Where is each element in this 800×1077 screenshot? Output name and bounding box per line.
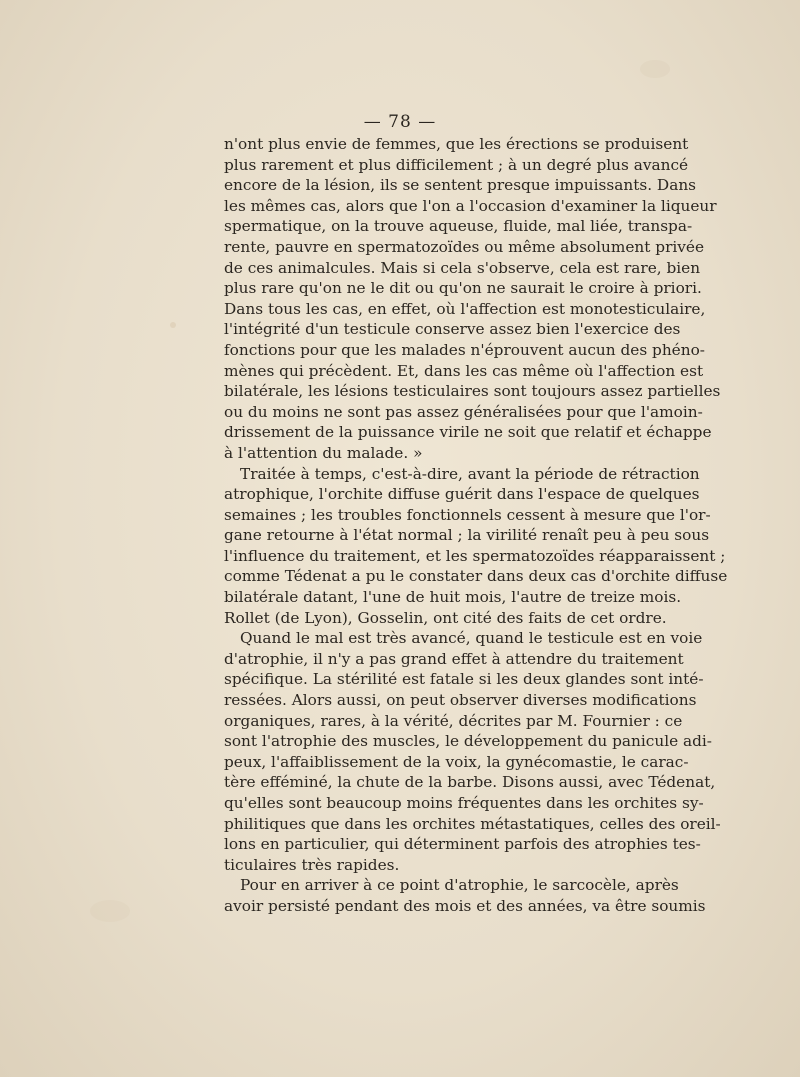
text-line: atrophique, l'orchite diffuse guérit dans l'espace de quelques bbox=[224, 485, 700, 504]
text-line: lons en particulier, qui déterminent parfois des atrophies tes- bbox=[224, 835, 701, 854]
text-line: qu'elles sont beaucoup moins fréquentes dans les orchites sy- bbox=[224, 794, 704, 812]
text-line: drissement de la puissance virile ne soit que relatif et échappe bbox=[224, 423, 712, 442]
text-line: les mêmes cas, alors que l'on a l'occasion d'examiner la liqueur bbox=[224, 196, 717, 215]
text-line: à l'attention du malade. » bbox=[224, 443, 423, 462]
paragraph-start-line: Traitée à temps, c'est-à-dire, avant la période de rétraction bbox=[240, 464, 700, 483]
text-line: ou du moins ne sont pas assez généralisées pour que l'amoin- bbox=[224, 402, 703, 421]
text-line: tère efféminé, la chute de la barbe. Disons aussi, avec Tédenat, bbox=[224, 773, 716, 792]
paper-stain bbox=[640, 60, 670, 78]
text-line: plus rare qu'on ne le dit ou qu'on ne saurait le croire à priori. bbox=[224, 279, 702, 298]
text-line: Rollet (de Lyon), Gosselin, ont cité des faits de cet ordre. bbox=[224, 608, 667, 627]
text-line: mènes qui précèdent. Et, dans les cas même où l'affection est bbox=[224, 361, 704, 380]
text-line: n'ont plus envie de femmes, que les érections se produisent bbox=[224, 135, 689, 153]
paper-stain bbox=[90, 900, 130, 922]
page-number: — 78 — bbox=[363, 112, 437, 132]
paragraph-start-line: Quand le mal est très avancé, quand le testicule est en voie bbox=[240, 629, 703, 648]
body-text bbox=[224, 134, 728, 917]
text-line: l'influence du traitement, et les spermatozoïdes réapparaissent ; bbox=[224, 546, 726, 565]
text-line: de ces animalcules. Mais si cela s'observe, cela est rare, bien bbox=[224, 258, 701, 277]
text-line: bilatérale, les lésions testiculaires sont toujours assez partielles bbox=[224, 382, 721, 401]
text-line: l'intégrité d'un testicule conserve assez bien l'exercice des bbox=[224, 320, 681, 339]
text-line: fonctions pour que les malades n'éprouvent aucun des phéno- bbox=[224, 340, 705, 359]
text-line: sont l'atrophie des muscles, le développement du panicule adi- bbox=[224, 732, 712, 751]
text-line: ticulaires très rapides. bbox=[224, 855, 400, 874]
text-line: peux, l'affaiblissement de la voix, la gynécomastie, le carac- bbox=[224, 752, 689, 771]
paper-stain bbox=[170, 322, 176, 328]
text-line: ressées. Alors aussi, on peut observer diverses modifications bbox=[224, 691, 697, 710]
text-line: semaines ; les troubles fonctionnels cessent à mesure que l'or- bbox=[224, 505, 711, 524]
text-line: encore de la lésion, ils se sentent presque impuissants. Dans bbox=[224, 176, 697, 195]
text-line: philitiques que dans les orchites métastatiques, celles des oreil- bbox=[224, 814, 721, 833]
text-line: comme Tédenat a pu le constater dans deux cas d'orchite diffuse bbox=[224, 567, 728, 586]
text-line: d'atrophie, il n'y a pas grand effet à attendre du traitement bbox=[224, 649, 684, 668]
text-line: avoir persisté pendant des mois et des années, va être soumis bbox=[224, 896, 706, 915]
text-line: plus rarement et plus difficilement ; à un degré plus avancé bbox=[224, 155, 689, 174]
text-line: spermatique, on la trouve aqueuse, fluide, mal liée, transpa- bbox=[224, 217, 693, 236]
paragraph-start-line: Pour en arriver à ce point d'atrophie, le sarcocèle, après bbox=[240, 876, 679, 895]
text-line: Dans tous les cas, en effet, où l'affection est monotesticulaire, bbox=[224, 299, 706, 318]
text-line: organiques, rares, à la vérité, décrites par M. Fournier : ce bbox=[224, 711, 683, 730]
text-line: spécifique. La stérilité est fatale si les deux glandes sont inté- bbox=[224, 670, 704, 689]
text-line: bilatérale datant, l'une de huit mois, l'autre de treize mois. bbox=[224, 588, 682, 607]
text-line: rente, pauvre en spermatozoïdes ou même absolument privée bbox=[224, 237, 705, 256]
text-line: gane retourne à l'état normal ; la virilité renaît peu à peu sous bbox=[224, 526, 710, 545]
